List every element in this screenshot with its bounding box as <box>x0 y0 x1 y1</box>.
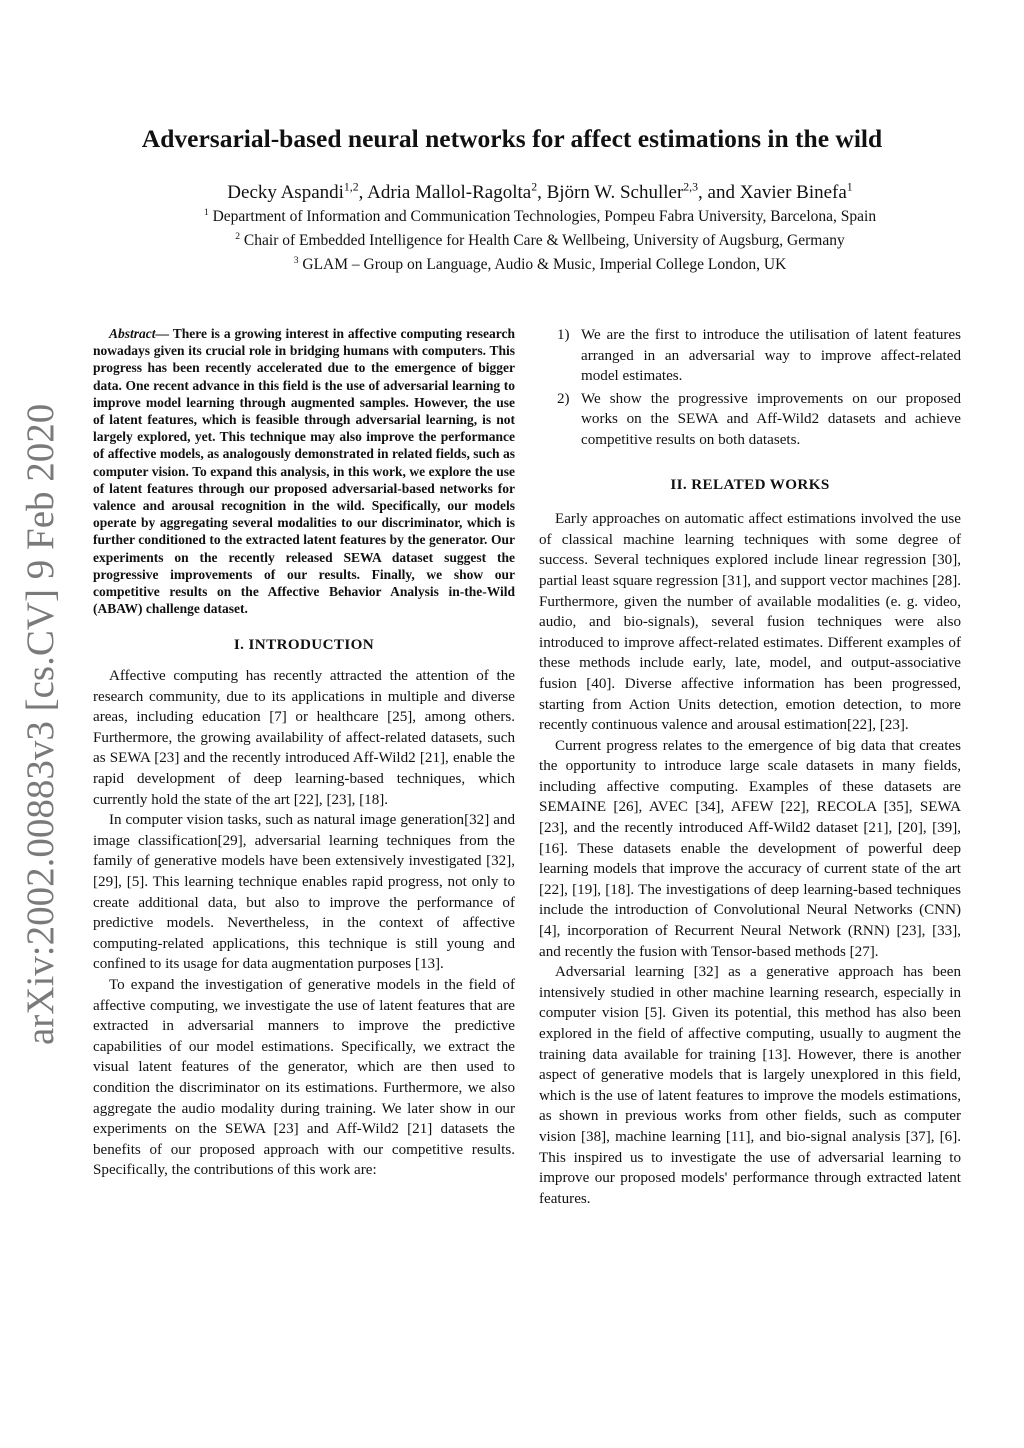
left-column <box>93 325 515 1181</box>
contribution-list <box>539 325 961 451</box>
section-heading-introduction: I. INTRODUCTION <box>233 637 375 654</box>
author-list <box>0 181 1024 204</box>
affiliation-1: $^1$ Department of Information and Communication Technologies, Pompeu Fabra University, Barcelona, Spain <box>203 207 877 226</box>
author: Xavier Binefa$^1$ <box>739 181 853 204</box>
intro-paragraph: Affective computing has recently attracted the attention of the research community, due to its applications in multiple and diverse areas, including education [7] or healthcare [25], among others. Furthermore, the growing availability of affect-related datasets, such as SEWA [23] and the recently introduced Aff-Wild2 [21], enable the rapid development of deep learning-based techniques, which currently hold the state of the art [22], [23], [18]. <box>93 668 515 808</box>
abstract <box>93 325 515 617</box>
right-column <box>539 325 961 1209</box>
author: Björn W. Schuller$^{2,3}$, and <box>546 181 740 204</box>
author: Decky Aspandi$^{1,2}$, <box>227 181 368 204</box>
author: Adria Mallol-Ragolta$^2$, <box>367 181 547 204</box>
contribution-item: 1) We are the first to introduce the utilisation of latent features arranged in an adversarial way to improve affect-related model estimates. <box>557 327 961 385</box>
contribution-item: 2) We show the progressive improvements on our proposed works on the SEWA and Aff-Wild2 datasets and achieve competitive results on both datasets. <box>557 390 961 448</box>
affiliation-2: $^2$ Chair of Embedded Intelligence for Health Care & Wellbeing, University of Augsburg, Germany <box>235 231 845 250</box>
related-works-paragraph: Adversarial learning [32] as a generative approach has been intensively studied in other machine learning research, especially in computer vision [5]. Given its potential, this method has also been explored in the field of affective computing, usually to augment the training data available for training [13]. However, there is another aspect of generative models that is largely unexplored in this field, which is the use of latent features to improve the models estimations, as shown in previous works from other fields, such as computer vision [38], machine learning [11], and bio-signal analysis [37], [6]. This inspired us to investigate the use of adversarial learning to improve our proposed models' performance through extracted latent features. <box>539 964 961 1207</box>
abstract-label: Abstract <box>109 326 156 341</box>
related-works-paragraph: Current progress relates to the emergence of big data that creates the opportunity to introduce large scale datasets in many fields, including affective computing. Examples of these datasets are SEMAINE [26], AVEC [34], AFEW [22], RECOLA [35], SEWA [23], and the recently introduced Aff-Wild2 dataset [21], [20], [39], [16]. These datasets enable the development of powerful deep learning models that improve the accuracy of current state of the art [22], [19], [18]. The investigations of deep learning-based techniques include the introduction of Convolutional Neural Networks (CNN) [4], incorporation of Recurrent Neural Network (RNN) [23], [33], and recently the fusion with Tensor-based methods [27]. <box>539 737 961 960</box>
intro-paragraph: In computer vision tasks, such as natural image generation[32] and image classification[29], adversarial learning techniques from the family of generative models have been extensively investigated [32], [29], [5]. This learning technique enables rapid progress, not only to create additional data, but also to improve the performance of predictive models. Nevertheless, in the context of affective computing-related applications, this technique is still young and confined to its usage for data augmentation purposes [13]. <box>93 812 515 973</box>
section-heading-related-works: II. RELATED WORKS <box>670 476 830 493</box>
related-works-paragraph: Early approaches on automatic affect estimations involved the use of classical machine learning techniques with some degree of success. Several techniques explored include linear regression [30], partial least square regression [31], and support vector machines [28]. Furthermore, given the number of available modalities (e. g. video, audio, and bio-signals), several fusion techniques were also introduced to improve affect-related estimates. Different examples of these methods include early, late, model, and output-associative fusion [40]. Diverse affective information has been progressed, starting from Action Units detection, emotion detection, to more recently continuous valence and arousal estimation[22], [23]. <box>539 511 961 734</box>
intro-paragraph: To expand the investigation of generative models in the field of affective computing, we investigate the use of latent features that are extracted in adversarial manners to improve the predictive capabilities of our model estimations. Specifically, we extract the visual latent features of the generator, which are then used to condition the discriminator on its estimations. Furthermore, we also aggregate the audio modality during training. We later show in our experiments on the SEWA [23] and Aff-Wild2 [21] datasets the benefits of our proposed approach with our competitive results. Specifically, the contributions of this work are: <box>93 976 515 1179</box>
abstract-text: — There is a growing interest in affective computing research nowadays given its crucial role in bridging humans with computers. This progress has been recently accelerated due to the emergence of bigger data. One recent advance in this field is the use of adversarial learning to improve model learning through augmented samples. However, the use of latent features, which is feasible through adversarial learning, is not largely explored, yet. This technique may also improve the performance of affective models, as analogously demonstrated in related fields, such as computer vision. To expand this analysis, in this work, we explore the use of latent features through our proposed adversarial-based networks for valence and arousal recognition in the wild. Specifically, our models operate by aggregating several modalities to our discriminator, which is further conditioned to the extracted latent features by the generator. Our experiments on the recently released SEWA dataset suggest the progressive improvements of our results. Finally, we show our competitive results on the Affective Behavior Analysis in-the-Wild (ABAW) challenge dataset. <box>93 326 515 617</box>
paper-title: Adversarial-based neural networks for affect estimations in the wild <box>141 124 883 153</box>
affiliation-3: $^3$ GLAM – Group on Language, Audio & Music, Imperial College London, UK <box>293 255 787 274</box>
arxiv-identifier-stamp: arXiv:2002.00883v3 [cs.CV] 9 Feb 2020 <box>19 403 62 1045</box>
